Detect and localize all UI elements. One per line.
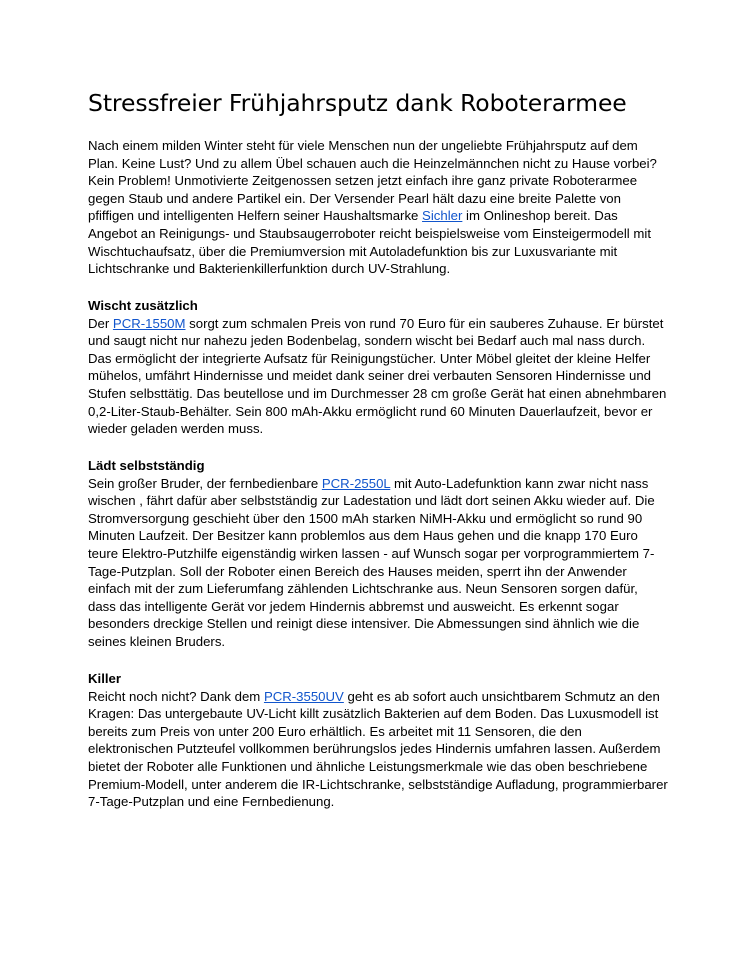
section-laedt <box>88 457 668 651</box>
section-text-after-link: geht es ab sofort auch unsichtbarem Schmutz an den Kragen: Das untergebaute UV-Licht killt zusätzlich Bakterien auf dem Boden. Das Luxusmodell ist bereits zum Preis von unter 200 Euro erhältlich. Es arbeitet mit 11 Sensoren, die den elektronischen Putzteufel vollkommen berührungslos jedes Hindernis umfahren lassen. Außerdem bietet der Roboter alle Funktionen und ähnliche Leistungsmerkmale wie das oben beschriebene Premium-Modell, unter anderem die IR-Lichtschranke, selbstständige Aufladung, programmierbarer 7-Tage-Putzplan und eine Fernbedienung. <box>88 688 668 810</box>
section-heading-killer: Killer <box>88 671 121 686</box>
section-heading-laedt: Lädt selbstständig <box>88 458 205 473</box>
intro-paragraph <box>88 137 668 278</box>
section-text-after-link: sorgt zum schmalen Preis von rund 70 Euro für ein sauberes Zuhause. Er bürstet und saugt nicht nur nahezu jeden Bodenbelag, sondern wischt bei Bedarf auch mal nass durch. Das ermöglicht der integrierte Aufsatz für Reinigungstücher. Unter Möbel gleitet der kleine Helfer mühelos, umfährt Hindernisse und meidet dank seiner drei verbauten Sensoren Hindernisse und Stufen selbsttätig. Das beutellose und im Durchmesser 28 cm große Gerät hat einen abnehmbaren 0,2-Liter-Staub-Behälter. Sein 800 mAh-Akku ermöglicht rund 60 Minuten Dauerlaufzeit, bevor er wieder geladen werden muss. <box>88 315 667 437</box>
pcr-2550l-link[interactable]: PCR-2550L <box>321 475 391 491</box>
pcr-1550m-link[interactable]: PCR-1550M <box>112 315 186 331</box>
section-text-after-link: mit Auto-Ladefunktion kann zwar nicht nass wischen , fährt dafür aber selbstständig zur Ladestation und lädt dort seinen Akku wieder auf. Die Stromversorgung geschieht über den 1500 mAh starken NiMH-Akku und ermöglicht so rund 90 Minuten Laufzeit. Der Besitzer kann problemlos aus dem Haus gehen und die knapp 170 Euro teure Elektro-Putzhilfe eigenständig wirken lassen - auf Wunsch sogar per vorprogrammiertem 7-Tage-Putzplan. Soll der Roboter einen Bereich des Hauses meiden, sperrt ihn der Anwender einfach mit der zum Lieferumfang zählenden Lichtschranke aus. Neun Sensoren sorgen dafür, dass das intelligente Gerät vor jedem Hindernis abbremst und ausweicht. Es erkennt sogar besonders dreckige Stellen und reinigt diese intensiver. Die Abmessungen sind ähnlich wie die seines kleinen Bruders. <box>88 475 655 649</box>
section-killer <box>88 670 668 811</box>
section-text-before-link: Der <box>88 315 113 331</box>
section-paragraph-killer <box>88 688 668 811</box>
sichler-link[interactable]: Sichler <box>422 208 463 224</box>
intro-paragraph-block <box>88 137 668 278</box>
document-title: Stressfreier Frühjahrsputz dank Roboterarmee <box>88 89 627 117</box>
intro-text-after-link: im Onlineshop bereit. Das Angebot an Reinigungs- und Staubsaugerroboter reicht beispielsweise vom Einsteigermodell mit Wischtuchaufsatz, über die Premiumversion mit Autoladefunktion bis zur Luxusvariante mit Lichtschranke und Bakterienkillerfunktion durch UV-Strahlung. <box>88 208 651 277</box>
section-paragraph-laedt <box>88 475 668 651</box>
section-paragraph-wischt <box>88 315 668 438</box>
section-heading-wischt: Wischt zusätzlich <box>88 298 198 313</box>
section-wischt <box>88 297 668 438</box>
section-text-before-link: Sein großer Bruder, der fernbedienbare <box>88 475 322 491</box>
pcr-3550uv-link[interactable]: PCR-3550UV <box>263 688 344 704</box>
intro-text-before-link: Nach einem milden Winter steht für viele Menschen nun der ungeliebte Frühjahrsputz auf dem Plan. Keine Lust? Und zu allem Übel schauen auch die Heinzelmännchen nicht zu Hause vorbei? Kein Problem! Unmotivierte Zeitgenossen setzen jetzt einfach ihre ganz private Roboterarmee gegen Staub und andere Partikel ein. Der Versender Pearl hält dazu eine breite Palette von pfiffigen und intelligenten Helfern seiner Haushaltsmarke <box>88 138 657 224</box>
section-text-before-link: Reicht noch nicht? Dank dem <box>88 688 264 704</box>
